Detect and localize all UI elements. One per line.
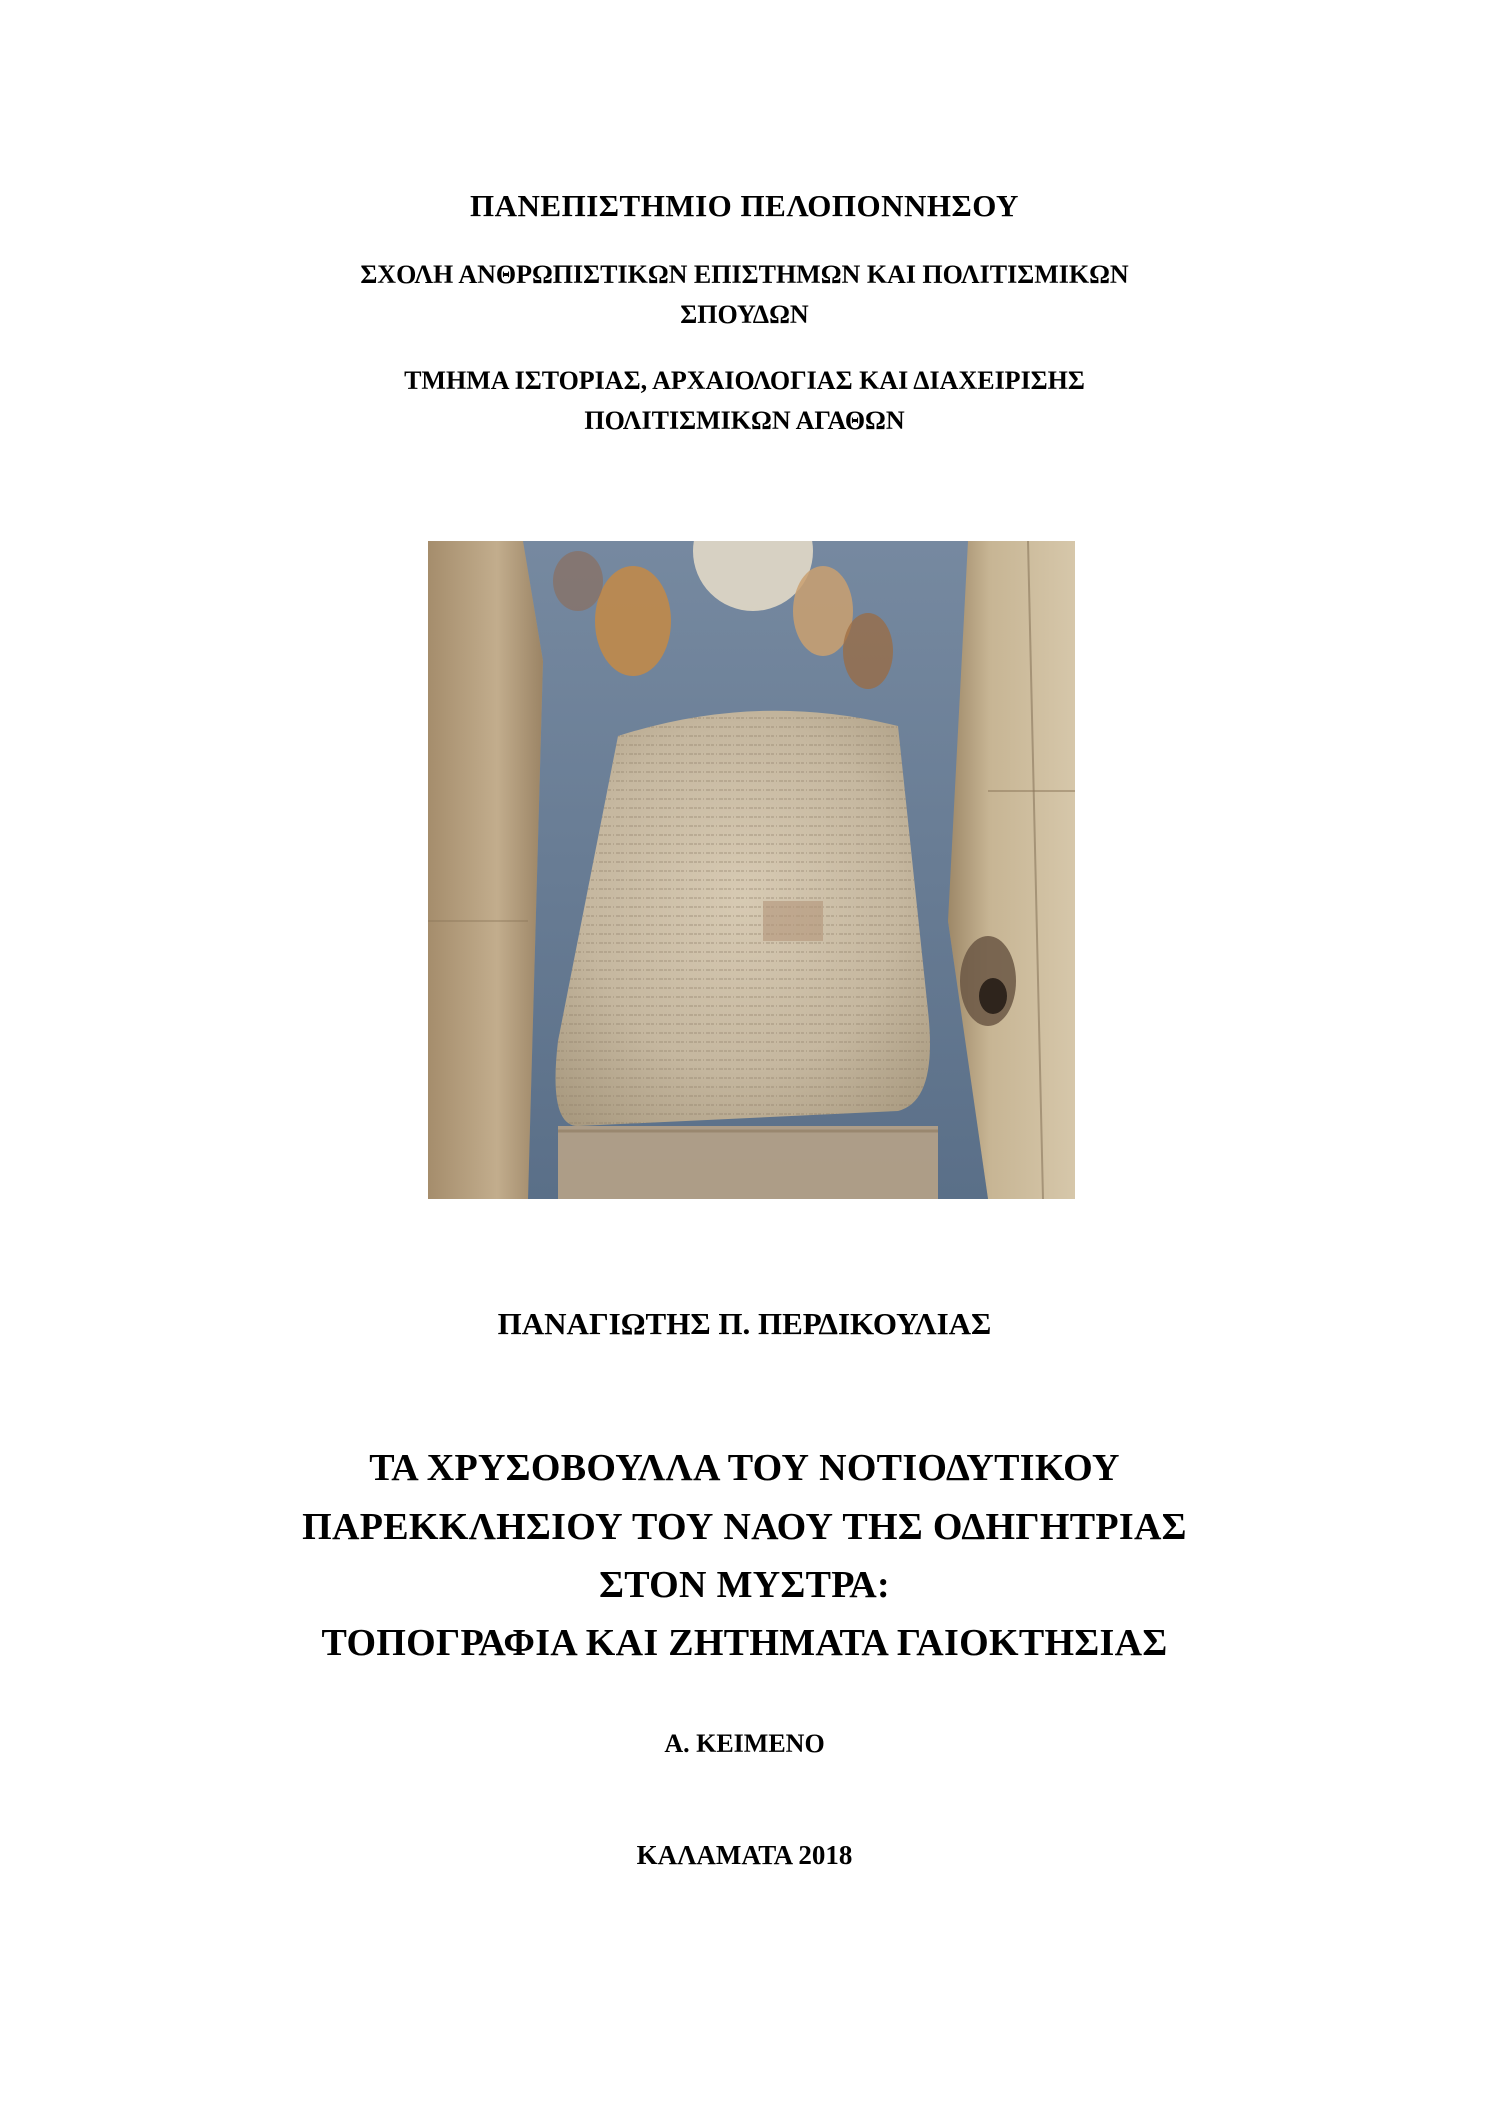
author-name: ΠΑΝΑΓΙΩΤΗΣ Π. ΠΕΡΔΙΚΟΥΛΙΑΣ bbox=[497, 1306, 992, 1341]
title-line-1: ΤΑ ΧΡΥΣΟΒΟΥΛΛΑ ΤΟΥ ΝΟΤΙΟΔΥΤΙΚΟΥ bbox=[369, 1447, 1120, 1489]
title-line-3: ΣΤΟΝ ΜΥΣΤΡΑ: bbox=[599, 1564, 890, 1606]
department-name-line1: ΤΜΗΜΑ ΙΣΤΟΡΙΑΣ, ΑΡΧΑΙΟΛΟΓΙΑΣ ΚΑΙ ΔΙΑΧΕΙΡΙΣΗΣ bbox=[404, 366, 1085, 395]
cover-photo bbox=[428, 541, 1075, 1199]
volume-label: Α. ΚΕΙΜΕΝΟ bbox=[664, 1729, 825, 1758]
place-and-year: ΚΑΛΑΜΑΤΑ 2018 bbox=[636, 1840, 853, 1870]
school-name-line2: ΣΠΟΥΔΩΝ bbox=[680, 300, 809, 329]
title-line-2: ΠΑΡΕΚΚΛΗΣΙΟΥ ΤΟΥ ΝΑΟΥ ΤΗΣ ΟΔΗΓΗΤΡΙΑΣ bbox=[302, 1506, 1187, 1548]
inscribed-chapel-wall-photo-icon bbox=[428, 541, 1075, 1199]
department-name-line2: ΠΟΛΙΤΙΣΜΙΚΩΝ ΑΓΑΘΩΝ bbox=[584, 406, 905, 435]
university-name: ΠΑΝΕΠΙΣΤΗΜΙΟ ΠΕΛΟΠΟΝΝΗΣΟΥ bbox=[470, 188, 1019, 223]
title-line-4: ΤΟΠΟΓΡΑΦΙΑ ΚΑΙ ΖΗΤΗΜΑΤΑ ΓΑΙΟΚΤΗΣΙΑΣ bbox=[321, 1622, 1168, 1664]
school-name-line1: ΣΧΟΛΗ ΑΝΘΡΩΠΙΣΤΙΚΩΝ ΕΠΙΣΤΗΜΩΝ ΚΑΙ ΠΟΛΙΤΙΣΜΙΚΩΝ bbox=[360, 260, 1129, 289]
